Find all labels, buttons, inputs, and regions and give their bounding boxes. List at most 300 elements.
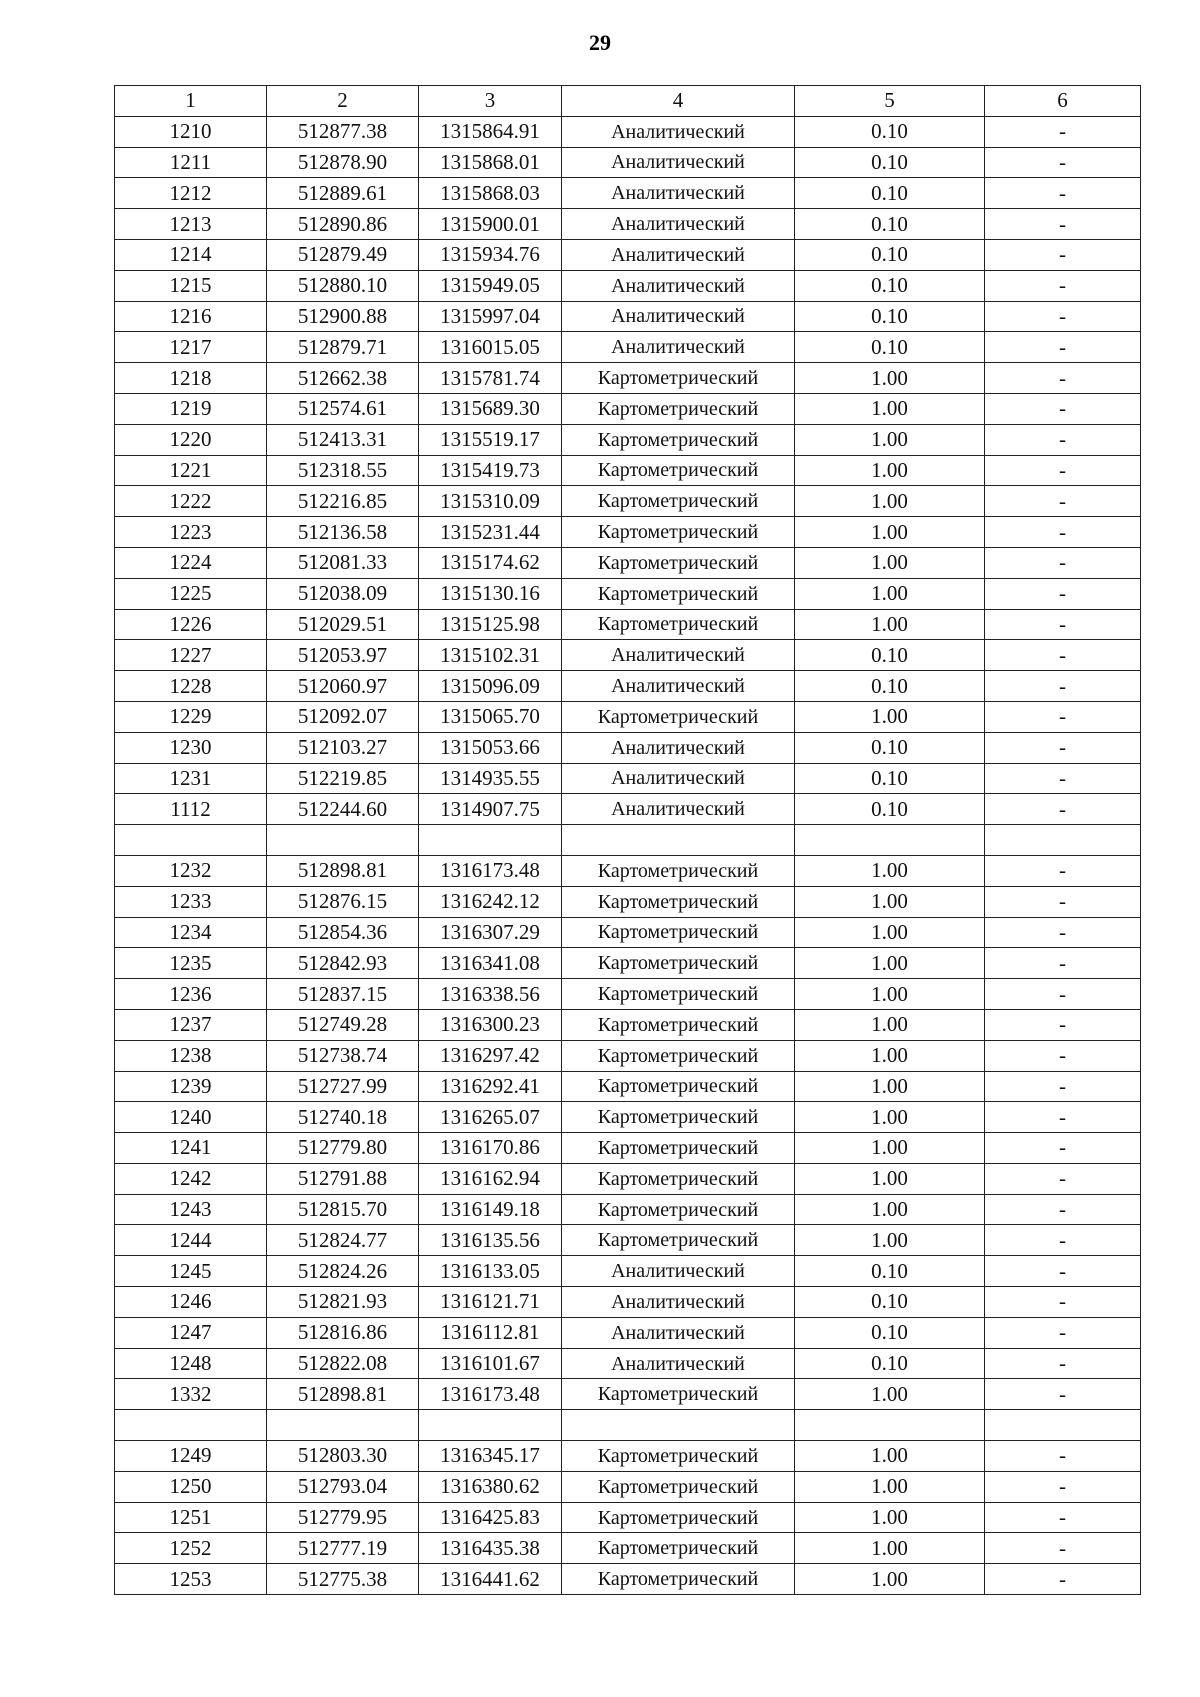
- table-cell: Картометрический: [562, 1441, 795, 1472]
- table-cell: 512803.30: [267, 1441, 419, 1472]
- table-cell: 1.00: [795, 1194, 985, 1225]
- table-cell: 1316435.38: [419, 1533, 562, 1564]
- table-cell: 1.00: [795, 979, 985, 1010]
- table-cell: 1.00: [795, 917, 985, 948]
- table-cell: -: [985, 178, 1141, 209]
- table-cell: [419, 1410, 562, 1441]
- table-cell: 512898.81: [267, 1379, 419, 1410]
- table-cell: Аналитический: [562, 1287, 795, 1318]
- table-cell: 1.00: [795, 886, 985, 917]
- table-cell: 1241: [115, 1133, 267, 1164]
- table-cell: 1222: [115, 486, 267, 517]
- table-cell: 1314907.75: [419, 794, 562, 825]
- table-cell: 1236: [115, 979, 267, 1010]
- table-cell: 512879.49: [267, 239, 419, 270]
- table-cell: Картометрический: [562, 1379, 795, 1410]
- table-cell: Картометрический: [562, 1533, 795, 1564]
- table-row: [115, 1379, 1141, 1410]
- table-row: [115, 455, 1141, 486]
- table-cell: 512822.08: [267, 1348, 419, 1379]
- table-cell: 1252: [115, 1533, 267, 1564]
- table-cell: 1316265.07: [419, 1102, 562, 1133]
- table-cell: 1247: [115, 1317, 267, 1348]
- table-cell: 1210: [115, 116, 267, 147]
- table-cell: 1316307.29: [419, 917, 562, 948]
- table-cell: -: [985, 1533, 1141, 1564]
- table-cell: 1315419.73: [419, 455, 562, 486]
- table-cell: 1.00: [795, 855, 985, 886]
- table-cell: Картометрический: [562, 1133, 795, 1164]
- table-cell: -: [985, 794, 1141, 825]
- table-cell: 1112: [115, 794, 267, 825]
- table-cell: 1.00: [795, 1040, 985, 1071]
- table-cell: 1316441.62: [419, 1564, 562, 1595]
- table-cell: -: [985, 640, 1141, 671]
- table-cell: -: [985, 763, 1141, 794]
- table-cell: -: [985, 1009, 1141, 1040]
- table-cell: 512890.86: [267, 209, 419, 240]
- table-cell: 1223: [115, 517, 267, 548]
- table-cell: [267, 825, 419, 856]
- table-cell: [267, 1410, 419, 1441]
- table-cell: 1316338.56: [419, 979, 562, 1010]
- table-cell: 1253: [115, 1564, 267, 1595]
- table-cell: Аналитический: [562, 147, 795, 178]
- header-cell: 5: [795, 86, 985, 117]
- table-cell: 1.00: [795, 486, 985, 517]
- table-cell: 1316292.41: [419, 1071, 562, 1102]
- table-cell: 1212: [115, 178, 267, 209]
- table-row: [115, 178, 1141, 209]
- table-cell: 512727.99: [267, 1071, 419, 1102]
- table-row: [115, 1256, 1141, 1287]
- table-cell: 1229: [115, 701, 267, 732]
- table-cell: Аналитический: [562, 332, 795, 363]
- table-cell: Картометрический: [562, 363, 795, 394]
- table-row: [115, 1471, 1141, 1502]
- table-cell: 1316173.48: [419, 1379, 562, 1410]
- table-row: [115, 486, 1141, 517]
- table-cell: 1221: [115, 455, 267, 486]
- table-cell: Аналитический: [562, 1256, 795, 1287]
- table-cell: 1216: [115, 301, 267, 332]
- header-cell: 2: [267, 86, 419, 117]
- table-cell: 1213: [115, 209, 267, 240]
- table-cell: 1228: [115, 671, 267, 702]
- table-cell: 512413.31: [267, 424, 419, 455]
- table-cell: Картометрический: [562, 1071, 795, 1102]
- table-cell: 1215: [115, 270, 267, 301]
- table-cell: -: [985, 116, 1141, 147]
- table-cell: 512053.97: [267, 640, 419, 671]
- table-cell: 512824.26: [267, 1256, 419, 1287]
- table-cell: 512574.61: [267, 393, 419, 424]
- table-cell: Картометрический: [562, 424, 795, 455]
- table-row: [115, 209, 1141, 240]
- table-cell: 1316133.05: [419, 1256, 562, 1287]
- table-cell: 0.10: [795, 270, 985, 301]
- table-cell: Картометрический: [562, 486, 795, 517]
- table-cell: -: [985, 979, 1141, 1010]
- table-cell: 1.00: [795, 1379, 985, 1410]
- table-cell: Картометрический: [562, 547, 795, 578]
- table-cell: -: [985, 547, 1141, 578]
- table-cell: 512837.15: [267, 979, 419, 1010]
- table-cell: 512854.36: [267, 917, 419, 948]
- table-cell: 1231: [115, 763, 267, 794]
- table-cell: Картометрический: [562, 886, 795, 917]
- table-cell: [985, 1410, 1141, 1441]
- table-row: [115, 763, 1141, 794]
- table-cell: Картометрический: [562, 1194, 795, 1225]
- table-row: [115, 917, 1141, 948]
- table-cell: -: [985, 1564, 1141, 1595]
- table-cell: 1.00: [795, 1441, 985, 1472]
- table-cell: Картометрический: [562, 979, 795, 1010]
- table-cell: 1315949.05: [419, 270, 562, 301]
- table-cell: -: [985, 363, 1141, 394]
- table-cell: -: [985, 1348, 1141, 1379]
- table-cell: -: [985, 209, 1141, 240]
- table-cell: 1230: [115, 732, 267, 763]
- table-cell: Аналитический: [562, 270, 795, 301]
- table-cell: Картометрический: [562, 1564, 795, 1595]
- table-row: [115, 239, 1141, 270]
- table-row: [115, 1441, 1141, 1472]
- table-cell: -: [985, 1317, 1141, 1348]
- table-cell: 1.00: [795, 1471, 985, 1502]
- table-cell: -: [985, 1194, 1141, 1225]
- table-cell: -: [985, 609, 1141, 640]
- table-cell: 1.00: [795, 1102, 985, 1133]
- table-cell: 1316297.42: [419, 1040, 562, 1071]
- table-cell: 512900.88: [267, 301, 419, 332]
- table-cell: [795, 1410, 985, 1441]
- table-cell: 1316121.71: [419, 1287, 562, 1318]
- table-cell: 1233: [115, 886, 267, 917]
- table-cell: 0.10: [795, 116, 985, 147]
- table-cell: 1315868.01: [419, 147, 562, 178]
- table-cell: 1249: [115, 1441, 267, 1472]
- table-cell: 1.00: [795, 393, 985, 424]
- table-row: [115, 578, 1141, 609]
- table-cell: -: [985, 1287, 1141, 1318]
- table-row-blank: [115, 825, 1141, 856]
- table-cell: 1315125.98: [419, 609, 562, 640]
- table-cell: Картометрический: [562, 917, 795, 948]
- table-cell: -: [985, 671, 1141, 702]
- table-cell: -: [985, 701, 1141, 732]
- table-cell: 1.00: [795, 1533, 985, 1564]
- table-cell: 1315864.91: [419, 116, 562, 147]
- table-cell: 0.10: [795, 640, 985, 671]
- table-cell: 512793.04: [267, 1471, 419, 1502]
- table-cell: 512777.19: [267, 1533, 419, 1564]
- table-row: [115, 640, 1141, 671]
- table-cell: 1315868.03: [419, 178, 562, 209]
- table-cell: 1234: [115, 917, 267, 948]
- table-cell: 512029.51: [267, 609, 419, 640]
- table-cell: -: [985, 855, 1141, 886]
- table-row: [115, 979, 1141, 1010]
- table-cell: 0.10: [795, 239, 985, 270]
- table-row: [115, 1102, 1141, 1133]
- table-cell: 1315231.44: [419, 517, 562, 548]
- table-cell: 512738.74: [267, 1040, 419, 1071]
- table-cell: 1.00: [795, 1071, 985, 1102]
- table-cell: 0.10: [795, 671, 985, 702]
- coordinates-table: [114, 85, 1141, 1595]
- table-cell: 1315310.09: [419, 486, 562, 517]
- table-cell: 1232: [115, 855, 267, 886]
- table-body: [115, 116, 1141, 1594]
- table-cell: -: [985, 393, 1141, 424]
- table-cell: 1315130.16: [419, 578, 562, 609]
- table-cell: -: [985, 578, 1141, 609]
- table-cell: 1315102.31: [419, 640, 562, 671]
- table-cell: 512876.15: [267, 886, 419, 917]
- table-cell: Картометрический: [562, 1163, 795, 1194]
- table-cell: 1316173.48: [419, 855, 562, 886]
- table-cell: Аналитический: [562, 1317, 795, 1348]
- table-cell: 0.10: [795, 147, 985, 178]
- table-cell: 1316101.67: [419, 1348, 562, 1379]
- table-cell: 0.10: [795, 178, 985, 209]
- table-cell: 1243: [115, 1194, 267, 1225]
- table-cell: -: [985, 332, 1141, 363]
- table-cell: 1.00: [795, 1225, 985, 1256]
- table-row: [115, 886, 1141, 917]
- table-cell: Аналитический: [562, 209, 795, 240]
- table-cell: 1315934.76: [419, 239, 562, 270]
- table-cell: -: [985, 1225, 1141, 1256]
- table-row: [115, 270, 1141, 301]
- table-cell: 512318.55: [267, 455, 419, 486]
- table-row: [115, 1502, 1141, 1533]
- table-cell: 1315053.66: [419, 732, 562, 763]
- table-cell: 1.00: [795, 1133, 985, 1164]
- table-cell: -: [985, 455, 1141, 486]
- table-cell: 1.00: [795, 547, 985, 578]
- table-cell: 512879.71: [267, 332, 419, 363]
- table-cell: 512740.18: [267, 1102, 419, 1133]
- table-cell: -: [985, 917, 1141, 948]
- header-cell: 3: [419, 86, 562, 117]
- header-cell: 4: [562, 86, 795, 117]
- table-cell: -: [985, 147, 1141, 178]
- table-cell: 1250: [115, 1471, 267, 1502]
- table-cell: 1.00: [795, 609, 985, 640]
- table-cell: 1244: [115, 1225, 267, 1256]
- header-cell: 1: [115, 86, 267, 117]
- table-row: [115, 794, 1141, 825]
- table-cell: 1314935.55: [419, 763, 562, 794]
- table-cell: 0.10: [795, 209, 985, 240]
- table-cell: Картометрический: [562, 1040, 795, 1071]
- table-cell: 1226: [115, 609, 267, 640]
- table-cell: Аналитический: [562, 239, 795, 270]
- table-cell: 1316015.05: [419, 332, 562, 363]
- table-row: [115, 147, 1141, 178]
- table-row: [115, 1225, 1141, 1256]
- table-cell: 1316345.17: [419, 1441, 562, 1472]
- table-cell: 0.10: [795, 763, 985, 794]
- table-cell: Картометрический: [562, 701, 795, 732]
- table-cell: 512749.28: [267, 1009, 419, 1040]
- table-row: [115, 1348, 1141, 1379]
- table-cell: -: [985, 239, 1141, 270]
- table-cell: Картометрический: [562, 455, 795, 486]
- table-cell: 0.10: [795, 1348, 985, 1379]
- table-cell: 1.00: [795, 578, 985, 609]
- table-cell: -: [985, 424, 1141, 455]
- table-cell: 1225: [115, 578, 267, 609]
- table-cell: 1316341.08: [419, 948, 562, 979]
- table-cell: 1316162.94: [419, 1163, 562, 1194]
- table-cell: 1218: [115, 363, 267, 394]
- table-cell: [115, 1410, 267, 1441]
- table-cell: 512842.93: [267, 948, 419, 979]
- table-cell: 1.00: [795, 517, 985, 548]
- table-cell: 512103.27: [267, 732, 419, 763]
- table-cell: -: [985, 1071, 1141, 1102]
- table-cell: 0.10: [795, 301, 985, 332]
- table-cell: 512880.10: [267, 270, 419, 301]
- table-cell: 1316242.12: [419, 886, 562, 917]
- table-cell: 512136.58: [267, 517, 419, 548]
- table-cell: 1214: [115, 239, 267, 270]
- table-cell: Аналитический: [562, 301, 795, 332]
- table-cell: -: [985, 1379, 1141, 1410]
- table-row: [115, 1009, 1141, 1040]
- table-cell: 512815.70: [267, 1194, 419, 1225]
- table-cell: 1.00: [795, 1564, 985, 1595]
- table-cell: 512821.93: [267, 1287, 419, 1318]
- table-cell: 512816.86: [267, 1317, 419, 1348]
- table-row: [115, 609, 1141, 640]
- table-row: [115, 363, 1141, 394]
- table-cell: Картометрический: [562, 948, 795, 979]
- table-cell: -: [985, 1502, 1141, 1533]
- table-cell: 1.00: [795, 455, 985, 486]
- table-cell: 512092.07: [267, 701, 419, 732]
- table-cell: 1.00: [795, 424, 985, 455]
- table-cell: -: [985, 1471, 1141, 1502]
- table-row: [115, 855, 1141, 886]
- table-row: [115, 671, 1141, 702]
- table-cell: 1.00: [795, 1009, 985, 1040]
- table-cell: -: [985, 486, 1141, 517]
- table-cell: 512038.09: [267, 578, 419, 609]
- table-cell: 1.00: [795, 363, 985, 394]
- table-row: [115, 1133, 1141, 1164]
- table-cell: 1246: [115, 1287, 267, 1318]
- table-cell: Картометрический: [562, 517, 795, 548]
- table-cell: 1220: [115, 424, 267, 455]
- table-cell: 1237: [115, 1009, 267, 1040]
- table-cell: Аналитический: [562, 178, 795, 209]
- table-cell: 1.00: [795, 1502, 985, 1533]
- table-cell: 1227: [115, 640, 267, 671]
- table-cell: -: [985, 1040, 1141, 1071]
- table-cell: 512877.38: [267, 116, 419, 147]
- table-cell: 1332: [115, 1379, 267, 1410]
- table-cell: 512889.61: [267, 178, 419, 209]
- table-cell: -: [985, 732, 1141, 763]
- table-cell: 0.10: [795, 1317, 985, 1348]
- table-cell: 1316135.56: [419, 1225, 562, 1256]
- table-row: [115, 517, 1141, 548]
- table-cell: 512791.88: [267, 1163, 419, 1194]
- table-row: [115, 393, 1141, 424]
- table-row: [115, 948, 1141, 979]
- table-cell: 512219.85: [267, 763, 419, 794]
- table-cell: 1211: [115, 147, 267, 178]
- table-row: [115, 1040, 1141, 1071]
- table-cell: 512775.38: [267, 1564, 419, 1595]
- table-cell: 1315781.74: [419, 363, 562, 394]
- table-cell: 1316149.18: [419, 1194, 562, 1225]
- table-cell: 512878.90: [267, 147, 419, 178]
- table-cell: 1315997.04: [419, 301, 562, 332]
- table-cell: 1315519.17: [419, 424, 562, 455]
- table-cell: 512898.81: [267, 855, 419, 886]
- table-cell: [562, 825, 795, 856]
- table-cell: -: [985, 301, 1141, 332]
- table-row: [115, 701, 1141, 732]
- table-cell: [115, 825, 267, 856]
- table-cell: [985, 825, 1141, 856]
- table-cell: [419, 825, 562, 856]
- table-cell: Аналитический: [562, 116, 795, 147]
- header-cell: 6: [985, 86, 1141, 117]
- table-cell: 512779.80: [267, 1133, 419, 1164]
- table-cell: -: [985, 948, 1141, 979]
- table-cell: 512779.95: [267, 1502, 419, 1533]
- table-cell: Аналитический: [562, 640, 795, 671]
- table-cell: 1315065.70: [419, 701, 562, 732]
- table-cell: 1251: [115, 1502, 267, 1533]
- page-number: 29: [589, 30, 611, 55]
- table-row-blank: [115, 1410, 1141, 1441]
- table-cell: 1315689.30: [419, 393, 562, 424]
- table-cell: -: [985, 1441, 1141, 1472]
- table-cell: 1248: [115, 1348, 267, 1379]
- table-row: [115, 547, 1141, 578]
- table-row: [115, 332, 1141, 363]
- table-cell: Картометрический: [562, 1471, 795, 1502]
- table-cell: -: [985, 1163, 1141, 1194]
- table-cell: Картометрический: [562, 1502, 795, 1533]
- table-cell: 1224: [115, 547, 267, 578]
- table-cell: 0.10: [795, 732, 985, 763]
- table-cell: 1240: [115, 1102, 267, 1133]
- table-row: [115, 301, 1141, 332]
- table-cell: Картометрический: [562, 1009, 795, 1040]
- table-cell: Картометрический: [562, 609, 795, 640]
- table-cell: 1219: [115, 393, 267, 424]
- table-cell: 512081.33: [267, 547, 419, 578]
- table-row: [115, 116, 1141, 147]
- table-cell: 1.00: [795, 948, 985, 979]
- table-cell: [562, 1410, 795, 1441]
- table-cell: 512662.38: [267, 363, 419, 394]
- table-cell: Картометрический: [562, 1225, 795, 1256]
- table-cell: 1.00: [795, 701, 985, 732]
- table-cell: 0.10: [795, 332, 985, 363]
- table-row: [115, 424, 1141, 455]
- table-cell: -: [985, 270, 1141, 301]
